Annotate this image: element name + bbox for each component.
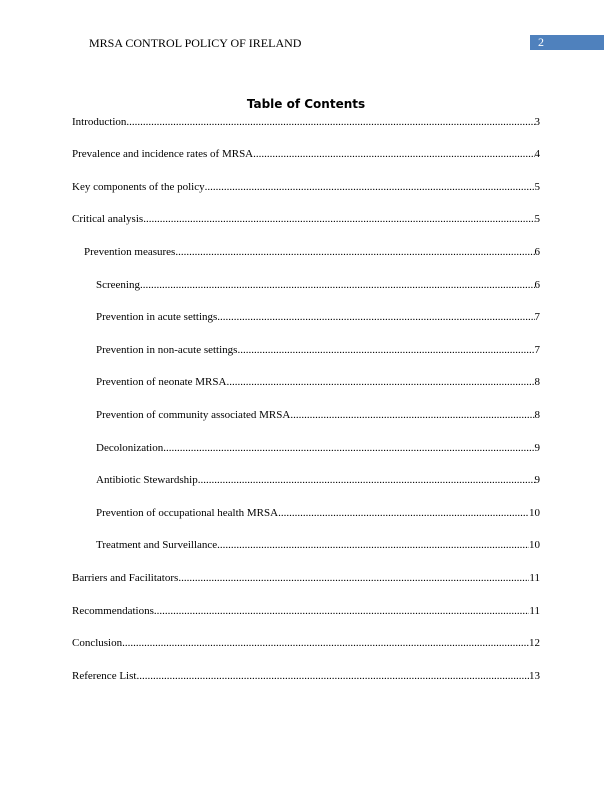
toc-entry-label: Decolonization: [96, 442, 164, 454]
toc-entry-label: Antibiotic Stewardship: [96, 474, 198, 486]
toc-entry-label: Prevention in non-acute settings: [96, 344, 238, 356]
toc-entry[interactable]: [72, 604, 540, 618]
toc-entry[interactable]: [96, 310, 540, 324]
toc-entry-label: Prevention in acute settings: [96, 311, 218, 323]
toc-entry-page: 12: [529, 637, 540, 649]
toc-leader-dots: [205, 180, 535, 194]
toc-entry-page: 13: [529, 670, 540, 682]
toc-leader-dots: [122, 636, 529, 650]
toc-entry-page: 3: [534, 116, 540, 128]
toc-entry-page: 8: [534, 376, 540, 388]
toc-entry-page: 7: [534, 344, 540, 356]
toc-entry[interactable]: [72, 212, 540, 226]
toc-entry-page: 6: [534, 246, 540, 258]
toc-leader-dots: [198, 473, 535, 487]
toc-entry-label: Prevention of occupational health MRSA: [96, 507, 279, 519]
toc-entry[interactable]: [96, 375, 540, 389]
toc-leader-dots: [226, 375, 534, 389]
page-number-badge: [530, 35, 604, 50]
toc-entry-label: Prevention measures: [84, 246, 176, 258]
toc-leader-dots: [217, 310, 534, 324]
toc-leader-dots: [136, 669, 529, 683]
toc-leader-dots: [237, 343, 534, 357]
toc-entry-page: 7: [534, 311, 540, 323]
toc-entry[interactable]: [96, 278, 540, 292]
toc-entry-label: Conclusion: [72, 637, 123, 649]
toc-entry-label: Prevalence and incidence rates of MRSA: [72, 148, 254, 160]
toc-entry-page: 9: [534, 442, 540, 454]
toc-leader-dots: [290, 408, 534, 422]
toc-entry[interactable]: [72, 636, 540, 650]
toc-entry-page: 4: [534, 148, 540, 160]
toc-leader-dots: [126, 115, 534, 129]
toc-entry[interactable]: [96, 473, 540, 487]
toc-entry[interactable]: [72, 147, 540, 161]
running-header-title: MRSA CONTROL POLICY OF IRELAND: [89, 36, 302, 50]
toc-entry-page: 11: [529, 605, 540, 617]
toc-entry-label: Barriers and Facilitators: [72, 572, 179, 584]
toc-entry-label: Introduction: [72, 116, 127, 128]
page-number: 2: [538, 35, 544, 49]
toc-entry-page: 10: [529, 539, 540, 551]
toc-entry-page: 11: [529, 572, 540, 584]
toc-leader-dots: [154, 604, 530, 618]
toc-leader-dots: [178, 571, 529, 585]
toc-heading: Table of Contents: [246, 97, 366, 111]
toc-leader-dots: [140, 278, 535, 292]
toc-leader-dots: [253, 147, 534, 161]
toc-entry-page: 6: [534, 279, 540, 291]
toc-entry[interactable]: [72, 669, 540, 683]
toc-entry[interactable]: [72, 180, 540, 194]
toc-entry[interactable]: [84, 245, 540, 259]
toc-entry-label: Reference List: [72, 670, 137, 682]
toc-entry-label: Prevention of community associated MRSA: [96, 409, 291, 421]
toc-entry-label: Treatment and Surveillance: [96, 539, 218, 551]
toc-entry[interactable]: [96, 441, 540, 455]
toc-entry[interactable]: [96, 538, 540, 552]
toc-entry[interactable]: [96, 343, 540, 357]
toc-leader-dots: [217, 538, 529, 552]
toc-leader-dots: [143, 212, 534, 226]
toc-entry[interactable]: [96, 408, 540, 422]
toc-entry-label: Prevention of neonate MRSA: [96, 376, 227, 388]
toc-entry[interactable]: [96, 506, 540, 520]
toc-entry-label: Recommendations: [72, 605, 154, 617]
toc-entry-page: 5: [534, 213, 540, 225]
toc-entry-page: 10: [529, 507, 540, 519]
toc-entry-page: 9: [534, 474, 540, 486]
toc-leader-dots: [278, 506, 529, 520]
toc-entry[interactable]: [72, 115, 540, 129]
toc-entry-label: Screening: [96, 279, 140, 291]
toc-leader-dots: [175, 245, 534, 259]
toc-entry-label: Key components of the policy: [72, 181, 205, 193]
toc-entry[interactable]: [72, 571, 540, 585]
toc-entry-page: 8: [534, 409, 540, 421]
toc-entry-label: Critical analysis: [72, 213, 144, 225]
toc-entry-page: 5: [534, 181, 540, 193]
toc-leader-dots: [163, 441, 534, 455]
